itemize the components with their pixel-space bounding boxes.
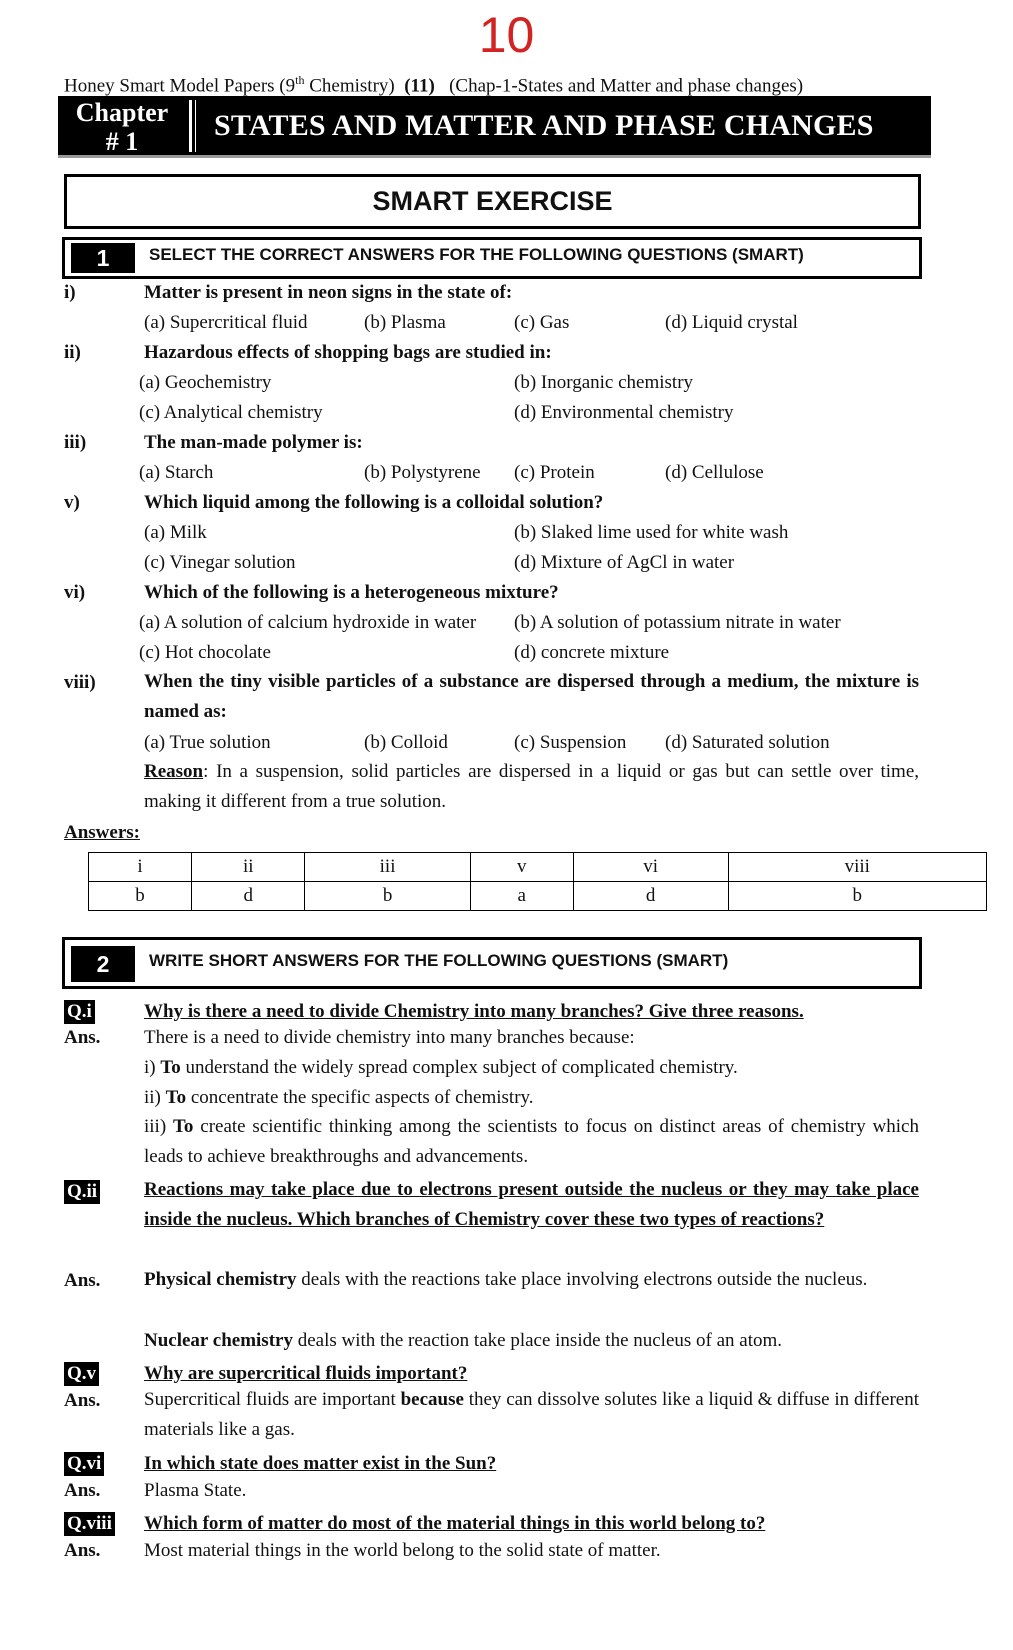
answer-body: deals with the reaction take place inside the nucleus of an atom. <box>292 1330 783 1351</box>
option: (c) Hot chocolate <box>139 642 271 663</box>
table-header-cell: v <box>470 853 573 882</box>
table-cell: b <box>305 882 470 911</box>
option: (a) Milk <box>144 522 207 543</box>
section-1-banner <box>62 237 922 279</box>
table-cell: d <box>573 882 728 911</box>
table-header-row <box>89 853 987 882</box>
answer-label: Ans. <box>64 1270 101 1291</box>
table-header-cell: iii <box>305 853 470 882</box>
table-header-cell: vi <box>573 853 728 882</box>
answer-label: Ans. <box>64 1027 101 1048</box>
answer-text <box>144 1330 782 1352</box>
option: (b) Plasma <box>364 312 446 333</box>
option: (c) Protein <box>514 462 595 483</box>
chapter-label: Chapter <box>75 98 169 127</box>
table-cell: a <box>470 882 573 911</box>
option: (b) Slaked lime used for white wash <box>514 522 789 543</box>
question-text: Which liquid among the following is a colloidal solution? <box>144 492 604 513</box>
divider <box>189 100 192 152</box>
question-number: i) <box>64 282 76 303</box>
option: (a) True solution <box>144 732 271 753</box>
item-text: understand the widely spread complex subject of complicated chemistry. <box>180 1057 738 1078</box>
table-cell: b <box>728 882 987 911</box>
answer-bold: because <box>400 1389 464 1410</box>
page-header <box>64 73 803 97</box>
question-number: viii) <box>64 672 96 693</box>
chapter-banner <box>58 96 931 158</box>
option: (b) Polystyrene <box>364 462 481 483</box>
item-bold: To <box>173 1116 194 1137</box>
reason-item <box>144 1112 919 1172</box>
answers-table <box>88 852 987 911</box>
item-text: concentrate the specific aspects of chemistry. <box>186 1087 534 1108</box>
option: (b) Inorganic chemistry <box>514 372 694 393</box>
question-badge: Q.v <box>64 1362 99 1386</box>
question-badge: Q.viii <box>64 1512 115 1536</box>
option: (a) Geochemistry <box>139 372 272 393</box>
table-header-cell: viii <box>728 853 987 882</box>
table-header-cell: ii <box>192 853 305 882</box>
option: (a) Supercritical fluid <box>144 312 308 333</box>
reason-label: Reason <box>144 761 204 782</box>
section-title: WRITE SHORT ANSWERS FOR THE FOLLOWING QUESTIONS (SMART) <box>149 951 729 970</box>
answer-text <box>144 1385 919 1445</box>
answer-text: Plasma State. <box>144 1480 247 1501</box>
divider <box>195 100 196 152</box>
answer-text: Most material things in the world belong to the solid state of matter. <box>144 1540 661 1561</box>
answer-label: Ans. <box>64 1480 101 1501</box>
option: (c) Vinegar solution <box>144 552 296 573</box>
table-cell: d <box>192 882 305 911</box>
answer-label: Ans. <box>64 1540 101 1561</box>
answer-body: they can dissolve solutes like a liquid & diffuse in different materials like a gas. <box>144 1389 920 1440</box>
reason-item <box>144 1087 534 1109</box>
page-number: 10 <box>478 7 535 63</box>
item-marker: iii) <box>144 1116 173 1137</box>
section-number: 2 <box>71 946 135 982</box>
answer-body: Supercritical fluids are important <box>144 1389 401 1410</box>
question-number: iii) <box>64 432 87 453</box>
option: (a) A solution of calcium hydroxide in water <box>139 612 477 633</box>
answer-bold: Nuclear chemistry <box>144 1330 293 1351</box>
option: (c) Analytical chemistry <box>139 402 323 423</box>
option: (c) Gas <box>514 312 570 333</box>
reason <box>144 757 919 817</box>
table-cell: b <box>89 882 192 911</box>
answer-body: deals with the reactions take place involving electrons outside the nucleus. <box>296 1269 868 1290</box>
header-subject: Chemistry) <box>304 75 395 97</box>
question-text: Why are supercritical fluids important? <box>144 1363 468 1384</box>
question-text: Hazardous effects of shopping bags are studied in: <box>144 342 552 363</box>
header-sup: th <box>295 73 305 87</box>
question-number: vi) <box>64 582 86 603</box>
option: (c) Suspension <box>514 732 627 753</box>
question-badge: Q.vi <box>64 1452 104 1476</box>
item-bold: To <box>160 1057 181 1078</box>
question-badge: Q.i <box>64 1000 95 1024</box>
answer-text: There is a need to divide chemistry into many branches because: <box>144 1027 635 1048</box>
table-row <box>89 882 987 911</box>
question-number: v) <box>64 492 80 513</box>
option: (d) concrete mixture <box>514 642 670 663</box>
answer-label: Ans. <box>64 1390 101 1411</box>
table-header-cell: i <box>89 853 192 882</box>
question-text: In which state does matter exist in the Sun? <box>144 1453 497 1474</box>
section-number: 1 <box>71 243 135 273</box>
answer-text <box>144 1265 919 1295</box>
option: (d) Liquid crystal <box>665 312 798 333</box>
question-text: Which form of matter do most of the material things in this world belong to? <box>144 1513 766 1534</box>
question-badge: Q.ii <box>64 1180 100 1204</box>
question-text: The man-made polymer is: <box>144 432 363 453</box>
header-page-ref: (11) <box>404 75 435 97</box>
chapter-number-value: # 1 <box>105 127 139 156</box>
exercise-title: SMART EXERCISE <box>64 174 921 229</box>
header-chapter-ref: (Chap-1-States and Matter and phase changes) <box>449 75 804 97</box>
header-book: Honey Smart Model Papers (9 <box>64 75 296 97</box>
item-text: create scientific thinking among the scientists to focus on distinct areas of chemistry which leads to achieve breakthroughs and advancements. <box>144 1116 919 1167</box>
reason-item <box>144 1057 738 1079</box>
item-bold: To <box>165 1087 187 1108</box>
item-marker: ii) <box>144 1087 166 1108</box>
chapter-number <box>62 98 182 156</box>
option: (d) Saturated solution <box>665 732 830 753</box>
question-text: Which of the following is a heterogeneous mixture? <box>144 582 559 603</box>
question-text: Reactions may take place due to electrons present outside the nucleus or they may take place inside the nucleus. Which branches of Chemistry cover these two types of reactions? <box>144 1179 919 1230</box>
question-text: Why is there a need to divide Chemistry into many branches? Give three reasons. <box>144 1001 804 1022</box>
reason-text: : In a suspension, solid particles are dispersed in a liquid or gas but can settle over time, making it different from a true solution. <box>144 761 919 812</box>
section-title: SELECT THE CORRECT ANSWERS FOR THE FOLLOWING QUESTIONS (SMART) <box>149 245 804 264</box>
option: (d) Mixture of AgCl in water <box>514 552 735 573</box>
option: (b) Colloid <box>364 732 448 753</box>
option: (b) A solution of potassium nitrate in water <box>514 612 841 633</box>
question-text: When the tiny visible particles of a substance are dispersed through a medium, the mixture is named as: <box>144 671 919 722</box>
item-marker: i) <box>144 1057 161 1078</box>
question-number: ii) <box>64 342 81 363</box>
section-2-banner <box>62 937 922 989</box>
option: (a) Starch <box>139 462 214 483</box>
question-text: Matter is present in neon signs in the state of: <box>144 282 513 303</box>
chapter-title: STATES AND MATTER AND PHASE CHANGES <box>214 109 874 142</box>
option: (d) Cellulose <box>665 462 764 483</box>
answers-label: Answers: <box>64 822 140 843</box>
answer-bold: Physical chemistry <box>144 1269 297 1290</box>
option: (d) Environmental chemistry <box>514 402 734 423</box>
